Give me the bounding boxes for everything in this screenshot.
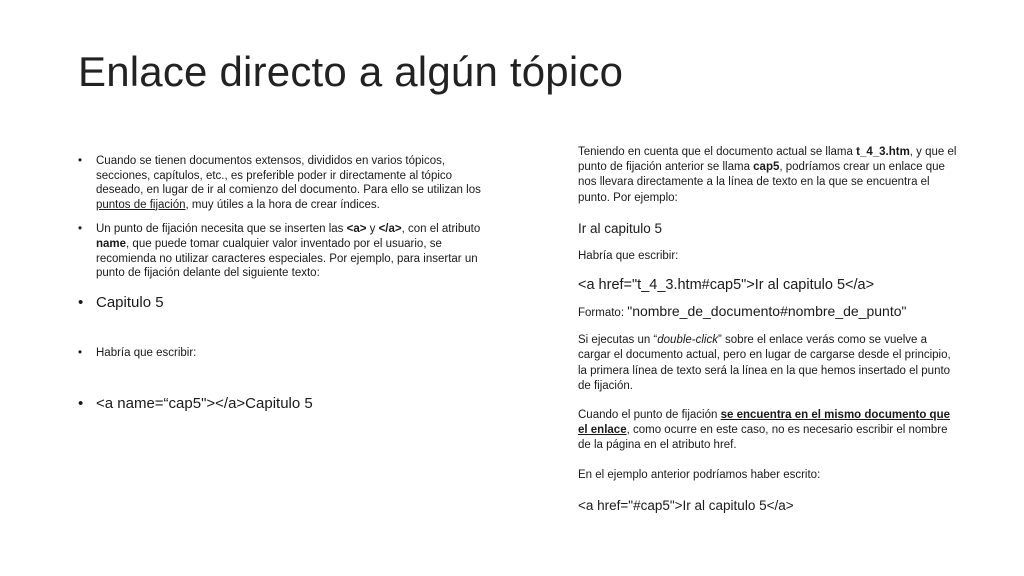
example-link-text: Ir al capitulo 5 xyxy=(578,220,663,236)
code-href-short: <a href="#cap5">Ir al capitulo 5</a> xyxy=(578,497,794,513)
paragraph-text: Teniendo en cuenta que el documento actual se llama xyxy=(578,146,857,158)
doc-name: t_4_3.htm xyxy=(856,146,910,158)
double-click-term: double-click xyxy=(657,334,718,347)
bullet-text: Cuando se tienen documentos extensos, divididos en varios tópicos, secciones, capítulos, etc., es preferible poder ir directamente al tópico deseado, en lugar de ir al comienzo del documento. Para ello se utilizan los xyxy=(96,155,481,197)
bullet-capitulo-5: • Capitulo 5 xyxy=(78,293,498,312)
formato-label: Formato: xyxy=(578,307,628,320)
paragraph-formato xyxy=(578,304,958,321)
paragraph-habria-que-escribir: Habría que escribir: xyxy=(578,249,679,262)
puntos-de-fijacion-term: puntos de fijación xyxy=(96,198,186,211)
paragraph-text: Cuando el punto de fijación xyxy=(578,409,721,422)
mismo-documento-term: se encuentra en el mismo documento que el enlace xyxy=(578,409,950,437)
right-column xyxy=(578,145,958,514)
paragraph-text: Si ejecutas un “ xyxy=(578,334,658,347)
bullet-punto-de-fijacion xyxy=(78,222,498,280)
bullet-text: , que puede tomar cualquier valor inventado por el usuario, se recomienda no utilizar caracteres especiales. Por ejemplo, para insertar un punto de fijación delante del siguiente texto: xyxy=(96,237,478,280)
paragraph-text: , y que el punto de fijación anterior se llama xyxy=(578,146,957,174)
bullet-text: , muy útiles a la hora de crear índices. xyxy=(185,198,380,211)
tag-open: <a> xyxy=(346,223,367,236)
left-column xyxy=(78,154,498,413)
bullet-code-anchor: • <a name=“cap5"></a>Capitulo 5 xyxy=(78,394,498,413)
formato-code: "nombre_de_documento#nombre_de_punto" xyxy=(627,303,907,320)
paragraph-text: , podríamos crear un enlace que nos llevara directamente a la línea de texto en la que se encuentra el punto. Por ejemplo: xyxy=(578,161,945,204)
bullet-documentos-extensos xyxy=(78,154,498,212)
paragraph-text: , como ocurre en este caso, no es necesario escribir el nombre de la página en el atributo href. xyxy=(578,424,948,452)
paragraph-documento-actual xyxy=(578,145,958,206)
tag-close: </a> xyxy=(378,223,402,236)
paragraph-mismo-documento xyxy=(578,408,958,454)
bullet-text: Un punto de fijación necesita que se inserten las xyxy=(96,223,347,236)
bullet-text: , con el atributo xyxy=(401,223,481,236)
paragraph-double-click xyxy=(578,333,958,394)
code-href-full: <a href="t_4_3.htm#cap5">Ir al capitulo 5</a> xyxy=(578,277,875,294)
anchor-name: cap5 xyxy=(753,161,780,174)
paragraph-ejemplo-anterior: En el ejemplo anterior podríamos haber escrito: xyxy=(578,468,821,481)
bullet-text: y xyxy=(366,223,379,236)
bullet-habria-que-escribir: • Habría que escribir: xyxy=(78,346,498,361)
slide-title: Enlace directo a algún tópico xyxy=(78,48,624,95)
paragraph-text: ” sobre el enlace verás como se vuelve a cargar el documento actual, pero en lugar de cargarse desde el principio, la primera línea de texto será la línea en la que hemos insertado el punto de fijación. xyxy=(578,334,951,392)
attr-name: name xyxy=(96,237,127,250)
bullet-list xyxy=(78,154,498,413)
